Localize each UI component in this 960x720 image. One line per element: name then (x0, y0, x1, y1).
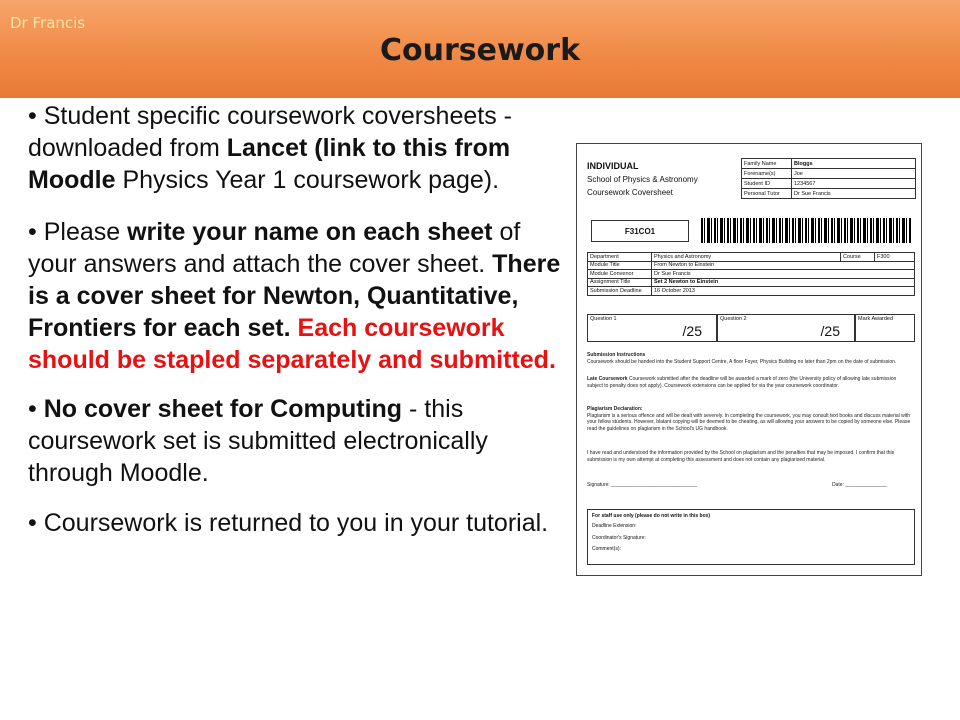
bullet-computing (28, 393, 564, 489)
submission-instructions (587, 352, 913, 365)
staff-field: Comment(s): (592, 546, 621, 552)
bullet-returned (28, 507, 564, 539)
section-heading: Plagiarism Declaration: (587, 406, 643, 412)
field-label: Forename(s) (742, 169, 792, 179)
field-value: Joe (792, 169, 916, 179)
module-details-table (587, 252, 915, 296)
bullet-marker: • (28, 509, 37, 537)
field-label: Assignment Title (588, 278, 652, 287)
field-label: Personal Tutor (742, 189, 792, 199)
bullet-coversheets (28, 100, 564, 196)
late-coursework (587, 376, 913, 389)
bullet-bold-text: Lancet (link to this from Moodle (28, 134, 511, 194)
staff-box-title: For staff use only (please do not write in this box) (592, 513, 711, 519)
field-value: Physics and Astronomy (652, 253, 841, 262)
staff-field: Coordinator's Signature: (592, 535, 646, 541)
coversheet-image (576, 143, 922, 576)
signature-line: Signature: _______________________________ (587, 482, 698, 488)
bullet-bold-text: No cover sheet for Computing (43, 395, 403, 423)
bullet-list (28, 100, 564, 559)
date-line: Date: _______________ (831, 482, 887, 488)
field-value: 1234567 (792, 179, 916, 189)
section-text: Coursework submitted after the deadline will be awarded a mark of zero (the University policy of allowing late submission subject to penalty does not apply). Coursework extensions can be applied for via the year coursework coordinator. (587, 376, 897, 389)
coversheet-school: School of Physics & Astronomy (587, 175, 698, 184)
bullet-bold-text: write your name on each sheet (127, 218, 493, 246)
bullet-text: - this coursework set is submitted electronically through Moodle. (28, 395, 488, 487)
bullet-text: Please (43, 218, 128, 246)
question-score: /25 (820, 323, 840, 339)
bullet-marker: • (28, 218, 37, 246)
bullet-write-name (28, 216, 564, 376)
bullet-spacer (291, 314, 298, 342)
section-text: Coursework should be handed into the Student Support Centre, A floor Foyer, Physics Building no later than 2pm on the date of submission. (587, 358, 897, 365)
question-score: /25 (682, 323, 702, 339)
field-value: Dr Sue Francis (652, 270, 915, 279)
field-value: Bloggs (792, 159, 916, 169)
field-value: From Newton to Einstein (652, 261, 915, 270)
field-value: Set 2 Newton to Einstein (652, 278, 915, 287)
staff-field: Deadline Extension: (592, 523, 637, 529)
question-marks-row (587, 314, 915, 342)
bullet-text: Coursework is returned to you in your tutorial. (43, 509, 549, 537)
signature-row (587, 482, 887, 489)
field-label: Module Title (588, 261, 652, 270)
mark-label: Mark Awarded (858, 316, 894, 322)
section-text: Plagiarism is a serious offence and will be dealt with severely. In completing the coursework, you may consult text books and discuss material with your fellow students. However, blatant copying will be deemed to be cheating, as will allowing your answers to be copied by someone else. Please read the guidelines on plagiarism in the School's UG handbook. (587, 412, 911, 432)
barcode-image (701, 218, 911, 243)
bullet-red-text: Each coursework should be stapled separately and submitted. (28, 314, 556, 374)
slide-title: Coursework (379, 33, 581, 68)
coversheet-header (587, 160, 698, 199)
declaration-text: I have read and understood the information provided by the School on plagiarism and the penalties that may be imposed. I confirm that this submission is my own attempt at completing this assessment and does not contain any plagiarised material. (587, 450, 895, 463)
bullet-bold-text: There is a cover sheet for Newton, Quantitative, Frontiers for each set. (28, 250, 561, 342)
field-value: Dr Sue Francis (792, 189, 916, 199)
title-bar (0, 0, 960, 98)
field-value: 16 October 2013 (652, 287, 915, 296)
bullet-text: Physics Year 1 coursework page). (115, 166, 500, 194)
plagiarism-declaration (587, 406, 913, 432)
bullet-text: of your answers and attach the cover sheet. (28, 218, 521, 278)
coversheet-label: Coursework Coversheet (587, 188, 673, 197)
bullet-marker: • (28, 102, 37, 130)
question-1-cell (587, 314, 717, 342)
field-label: Student ID (742, 179, 792, 189)
bullet-marker: • (28, 395, 37, 423)
field-value: F300 (875, 253, 915, 262)
module-code-box: F31CO1 (591, 220, 689, 242)
field-label: Course (841, 253, 875, 262)
field-label: Family Name (742, 159, 792, 169)
question-label: Question 1 (590, 316, 617, 322)
mark-awarded-cell (855, 314, 915, 342)
section-heading: Submission Instructions (587, 352, 646, 358)
field-label: Submission Deadline (588, 287, 652, 296)
author-label: Dr Francis (10, 14, 86, 32)
section-heading: Late Coursework (587, 376, 628, 382)
question-2-cell (717, 314, 855, 342)
question-label: Question 2 (720, 316, 747, 322)
staff-use-box (587, 509, 915, 565)
bullet-text: Student specific coursework coversheets - downloaded from (28, 102, 512, 162)
student-details-table (741, 158, 916, 199)
coversheet-type: INDIVIDUAL (587, 161, 639, 171)
field-label: Department (588, 253, 652, 262)
field-label: Module Convenor (588, 270, 652, 279)
